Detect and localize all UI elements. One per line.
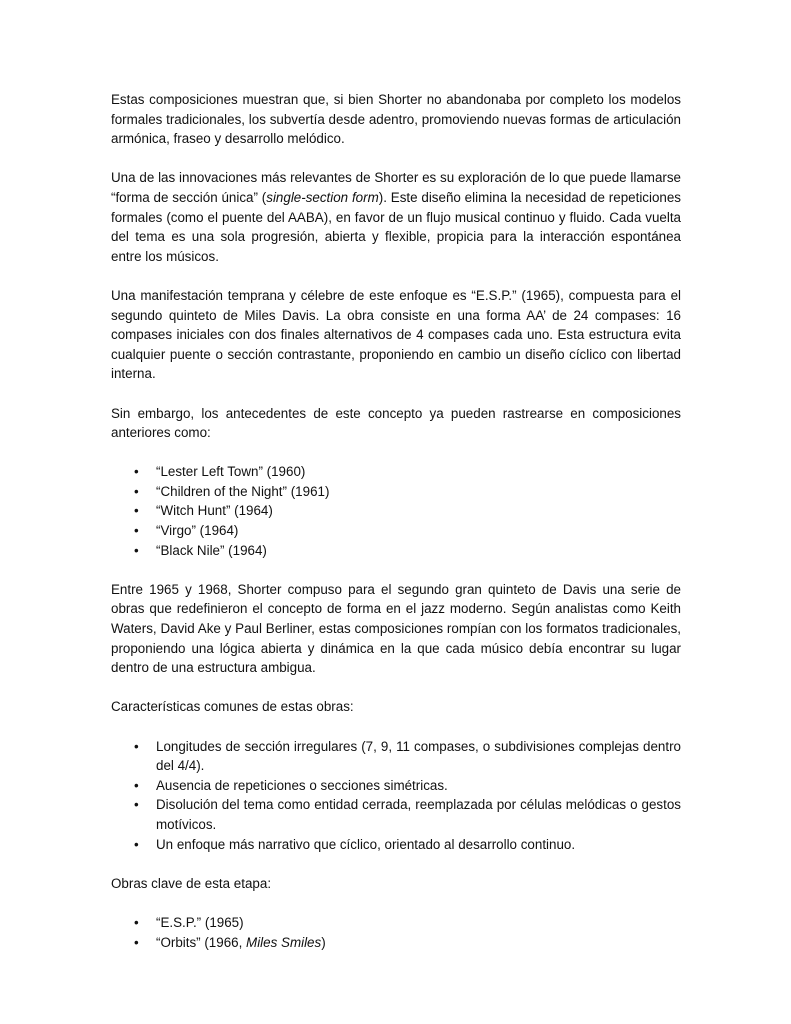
antecedents-list bbox=[111, 462, 681, 560]
text-span: ). Este diseño elimina la necesidad de repeticiones formales (como el puente del AABA), en favor de un flujo musical continuo y fluido. Cada vuelta del tema es una sola progresión, abierta y flexible, propicia para la interacción espontánea entre los músicos. bbox=[111, 189, 681, 264]
text-span: Una de las innovaciones más relevantes de Shorter es su exploración de lo que puede llamarse “forma de sección única” ( bbox=[111, 170, 681, 205]
paragraph-single-section-form bbox=[111, 168, 681, 266]
paragraph-quintet: Entre 1965 y 1968, Shorter compuso para el segundo gran quinteto de Davis una serie de obras que redefinieron el concepto de forma en el jazz moderno. Según analistas como Keith Waters, David Ake y Paul Berliner, estas composiciones rompían con los formatos tradicionales, proponiendo una lógica abierta y dinámica en la que cada músico debía encontrar su lugar dentro de una estructura ambigua. bbox=[111, 581, 681, 676]
italic-term: single-section form bbox=[266, 189, 379, 205]
list-item: • Ausencia de repeticiones o secciones simétricas. bbox=[156, 776, 681, 796]
paragraph-features-heading: Características comunes de estas obras: bbox=[111, 699, 354, 715]
list-item: • “Witch Hunt” (1964) bbox=[156, 501, 681, 521]
text-span: “Orbits” (1966, bbox=[156, 934, 247, 950]
list-item: • Longitudes de sección irregulares (7, 9, 11 compases, o subdivisiones complejas dentro del 4/4). bbox=[156, 737, 681, 776]
key-works-list bbox=[111, 913, 681, 952]
list-item: • “E.S.P.” (1965) bbox=[156, 913, 681, 933]
list-item bbox=[156, 933, 681, 953]
paragraph-esp: Una manifestación temprana y célebre de este enfoque es “E.S.P.” (1965), compuesta para el segundo quinteto de Miles Davis. La obra consiste en una forma AA’ de 24 compases: 16 compases iniciales con dos finales alternativos de 4 compases cada uno. Esta estructura evita cualquier puente o sección contrastante, proponiendo en cambio un diseño cíclico con libertad interna. bbox=[111, 287, 681, 382]
list-item: • “Virgo” (1964) bbox=[156, 521, 681, 541]
paragraph-key-works-heading: Obras clave de esta etapa: bbox=[111, 875, 272, 891]
document-page bbox=[111, 90, 681, 972]
list-item: • “Black Nile” (1964) bbox=[156, 541, 681, 561]
list-item: • Un enfoque más narrativo que cíclico, orientado al desarrollo continuo. bbox=[156, 835, 681, 855]
list-item: • “Children of the Night” (1961) bbox=[156, 482, 681, 502]
list-item: • “Lester Left Town” (1960) bbox=[156, 462, 681, 482]
list-item: • Disolución del tema como entidad cerrada, reemplazada por células melódicas o gestos motívicos. bbox=[156, 795, 681, 834]
text-span: ) bbox=[321, 934, 326, 950]
paragraph-antecedents: Sin embargo, los antecedentes de este concepto ya pueden rastrearse en composiciones anteriores como: bbox=[111, 405, 681, 441]
italic-album-title: Miles Smiles bbox=[246, 934, 322, 950]
paragraph-intro: Estas composiciones muestran que, si bien Shorter no abandonaba por completo los modelos formales tradicionales, los subvertía desde adentro, promoviendo nuevas formas de articulación armónica, fraseo y desarrollo melódico. bbox=[111, 92, 681, 147]
features-list bbox=[111, 737, 681, 855]
